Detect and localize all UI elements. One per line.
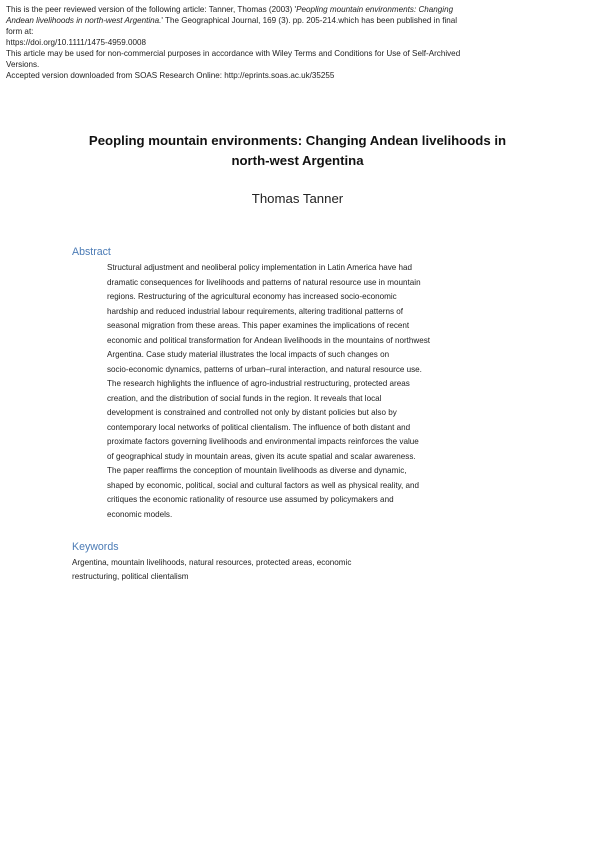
author-name: Thomas Tanner [251, 191, 344, 206]
paper-title [40, 131, 555, 171]
citation-line-2: Andean livelihoods in north-west Argentina.' The Geographical Journal, 169 (3). pp. 205-214.which has been published in final [6, 16, 458, 25]
abstract-line: dramatic consequences for livelihoods and patterns of natural resource use in mountain [107, 277, 421, 287]
citation-line-1: This is the peer reviewed version of the following article: Tanner, Thomas (2003) 'Peopling mountain environments: Changing [6, 5, 454, 14]
abstract-line: The paper reaffirms the conception of mountain livelihoods as diverse and dynamic, [107, 466, 407, 475]
abstract-line: economic models. [107, 509, 173, 519]
abstract-line: regions. Restructuring of the agricultural economy has increased socio-economic [107, 292, 397, 301]
abstract-line: The research highlights the influence of agro-industrial restructuring, protected areas [107, 379, 410, 388]
keywords-heading: Keywords [72, 541, 119, 553]
abstract-body [107, 261, 527, 522]
abstract-line: seasonal migration from these areas. This paper examines the implications of recent [107, 321, 410, 330]
keywords-line-1: Argentina, mountain livelihoods, natural resources, protected areas, economic [72, 558, 352, 567]
abstract-line: Structural adjustment and neoliberal policy implementation in Latin America have had [107, 263, 413, 272]
abstract-line: of geographical study in mountain areas, given its acute spatial and scalar awareness. [107, 451, 416, 461]
citation-line-3: form at: [6, 27, 34, 36]
paper-title-line-1: Peopling mountain environments: Changing Andean livelihoods in [88, 133, 507, 148]
usage-terms-line-cont: Versions. [6, 60, 40, 69]
abstract-line: critiques the economic rationality of resource use assumed by policymakers and [107, 495, 394, 504]
abstract-line: economic and political transformation for Andean livelihoods in the mountains of northwest [107, 335, 431, 345]
abstract-line: Argentina. Case study material illustrates the local impacts of such changes on [107, 350, 390, 359]
doi-link[interactable]: https://doi.org/10.1111/1475-4959.0008 [6, 38, 146, 47]
paper-title-line-2: north-west Argentina [231, 153, 364, 168]
citation-header [6, 4, 591, 81]
keywords-body [72, 556, 452, 583]
usage-terms-line: This article may be used for non-commercial purposes in accordance with Wiley Terms and Conditions for Use of Self-Archived [6, 49, 461, 58]
abstract-line: development is constrained and controlled not only by distant policies but also by [107, 408, 397, 417]
abstract-line: shaped by economic, political, social and cultural factors as well as physical reality, and [107, 480, 420, 490]
download-source-line: Accepted version downloaded from SOAS Research Online: http://eprints.soas.ac.uk/35255 [6, 71, 335, 80]
abstract-line: hardship and reduced industrial labour requirements, altering traditional patterns of [107, 306, 404, 316]
abstract-line: contemporary local networks of political clientalism. The influence of both distant and [107, 422, 411, 432]
citation-article-title: Peopling mountain environments: Changing [296, 5, 454, 14]
citation-article-title-cont: Andean livelihoods in north-west Argentina. [6, 16, 162, 25]
abstract-line: proximate factors governing livelihoods and environmental impacts reinforces the value [107, 437, 419, 446]
abstract-heading: Abstract [72, 246, 111, 258]
keywords-line-2: restructuring, political clientalism [72, 571, 189, 581]
abstract-line: creation, and the distribution of social funds in the region. It reveals that local [107, 393, 382, 403]
abstract-line: socio-economic dynamics, patterns of urban–rural interaction, and natural resource use. [107, 364, 422, 374]
